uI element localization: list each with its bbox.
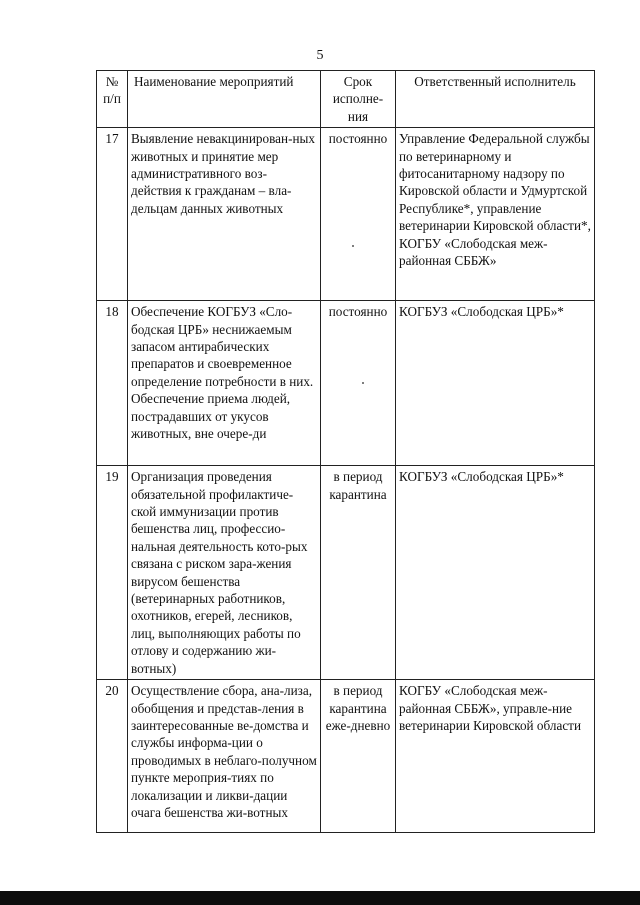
- row-term: постоянно: [321, 128, 396, 301]
- scan-edge-bar: [0, 891, 640, 905]
- measures-table: [96, 70, 595, 833]
- row-responsible: Управление Федеральной службы по ветеринарному и фитосанитарному надзору по Кировской области и Удмуртской Республике*, управление ветеринарии Кировской области*, КОГБУ «Слободская меж-районная СББЖ»: [396, 128, 595, 301]
- row-name: Осуществление сбора, ана-лиза, обобщения и представ-ления в заинтересованные ве-домства и службы информа-ции о проводимых в неблаго-получном пункте мероприя-тиях по локализации и ликви-дации очага бешенства жи-вотных: [128, 680, 321, 833]
- row-name: Обеспечение КОГБУЗ «Сло-бодская ЦРБ» неснижаемым запасом антирабических препаратов и своевременное определение потребности в них. Обеспечение приема людей, пострадавших от укусов животных, вне очере-ди: [128, 301, 321, 466]
- row-name: Выявление невакцинирован-ных животных и принятие мер административного воз-действия к гражданам – вла-дельцам данных животных: [128, 128, 321, 301]
- header-num: № п/п: [97, 71, 128, 128]
- row-term: в период карантина еже-дневно: [321, 680, 396, 833]
- row-responsible: КОГБУЗ «Слободская ЦРБ»*: [396, 301, 595, 466]
- row-term: постоянно: [321, 301, 396, 466]
- scan-speck: [352, 245, 354, 247]
- row-num: 19: [97, 466, 128, 680]
- header-term: Срок исполне-ния: [321, 71, 396, 128]
- row-responsible: КОГБУЗ «Слободская ЦРБ»*: [396, 466, 595, 680]
- table-row: [97, 466, 595, 680]
- scan-speck: [362, 382, 364, 384]
- table-row: [97, 680, 595, 833]
- table-row: [97, 128, 595, 301]
- table-row: [97, 301, 595, 466]
- row-responsible: КОГБУ «Слободская меж-районная СББЖ», управле-ние ветеринарии Кировской области: [396, 680, 595, 833]
- row-term: в период карантина: [321, 466, 396, 680]
- row-num: 17: [97, 128, 128, 301]
- header-name: Наименование мероприятий: [128, 71, 321, 128]
- page-number: 5: [316, 48, 324, 63]
- row-name: Организация проведения обязательной профилактиче-ской иммунизации против бешенства лиц, профессио-нальная деятельность кото-рых связана с риском зара-жения вирусом бешенства (ветеринарных работников, охотников, егерей, лесников, лиц, выполняющих работы по отлову и содержанию жи-вотных): [128, 466, 321, 680]
- header-responsible: Ответственный исполнитель: [396, 71, 595, 128]
- table-header-row: [97, 71, 595, 128]
- row-num: 18: [97, 301, 128, 466]
- row-num: 20: [97, 680, 128, 833]
